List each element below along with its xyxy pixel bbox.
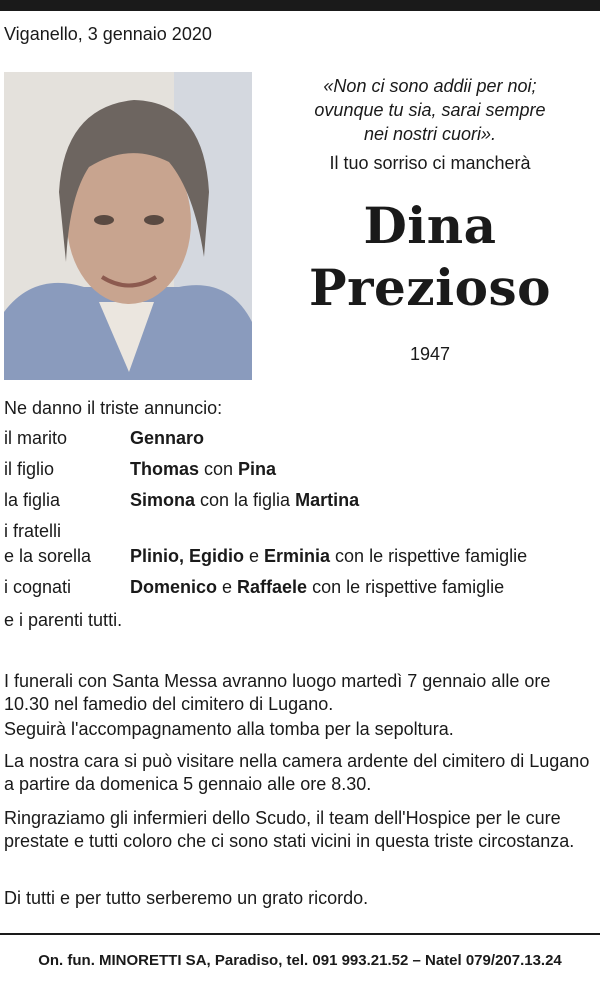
relative-name: Simona <box>130 490 196 510</box>
relation-names <box>130 459 276 480</box>
relative-name: Martina <box>295 490 360 510</box>
announcement-closing: e i parenti tutti. <box>4 610 123 630</box>
relation-names <box>130 577 504 598</box>
relation-names <box>130 490 359 511</box>
connector-text: con le rispettive famiglie <box>307 577 505 597</box>
place-date: Viganello, 3 gennaio 2020 <box>4 24 212 44</box>
quote-line-2: ovunque tu sia, sarai sempre <box>314 100 546 120</box>
deceased-last-name: Prezioso <box>309 258 551 317</box>
funeral-home-footer: On. fun. MINORETTI SA, Paradiso, tel. 091 993.21.52 – Natel 079/207.13.24 <box>38 952 562 969</box>
memorial-quote <box>290 74 570 146</box>
quote-line-3: nei nostri cuori». <box>363 124 497 144</box>
announcement-intro: Ne danno il triste annuncio: <box>4 398 223 418</box>
connector-text: con <box>199 459 239 479</box>
relation-label: il figlio <box>4 459 55 479</box>
connector-text: con la figlia <box>195 490 296 510</box>
subline: Il tuo sorriso ci mancherà <box>329 153 531 173</box>
funeral-paragraph: I funerali con Santa Messa avranno luogo martedì 7 gennaio alle ore 10.30 nel famedio del cimitero di Lugano. <box>4 671 551 714</box>
relation-label: la figlia <box>4 490 61 510</box>
closing-paragraph: Di tutti e per tutto serberemo un grato ricordo. <box>4 888 369 908</box>
relation-names <box>130 428 204 449</box>
relative-name: Erminia <box>264 546 331 566</box>
relation-label: il marito <box>4 428 68 448</box>
relative-name: Domenico <box>130 577 218 597</box>
relative-name: Raffaele <box>237 577 308 597</box>
connector-text: con le rispettive famiglie <box>330 546 528 566</box>
relation-label: i cognati <box>4 577 72 597</box>
relative-name: Plinio, Egidio <box>130 546 244 566</box>
burial-paragraph: Seguirà l'accompagnamento alla tomba per la sepoltura. <box>4 719 454 739</box>
relation-label: e la sorella <box>4 546 92 566</box>
connector-text: e <box>217 577 238 597</box>
relative-name: Thomas <box>130 459 200 479</box>
connector-text: e <box>244 546 265 566</box>
birth-year: 1947 <box>409 344 451 364</box>
footer-rule <box>0 933 600 935</box>
portrait-photo <box>4 72 252 380</box>
relative-name: Gennaro <box>130 428 205 448</box>
relation-names <box>130 546 527 567</box>
quote-line-1: «Non ci sono addii per noi; <box>323 76 537 96</box>
visitation-paragraph: La nostra cara si può visitare nella camera ardente del cimitero di Lugano a partire da domenica 5 gennaio alle ore 8.30. <box>4 751 590 794</box>
relation-label: i fratelli <box>4 521 62 541</box>
top-rule <box>0 0 600 11</box>
deceased-first-name: Dina <box>363 196 497 255</box>
thanks-paragraph: Ringraziamo gli infermieri dello Scudo, il team dell'Hospice per le cure prestate e tutti coloro che ci sono stati vicini in questa triste circostanza. <box>4 808 575 851</box>
portrait-illustration <box>4 72 252 380</box>
relative-name: Pina <box>238 459 277 479</box>
